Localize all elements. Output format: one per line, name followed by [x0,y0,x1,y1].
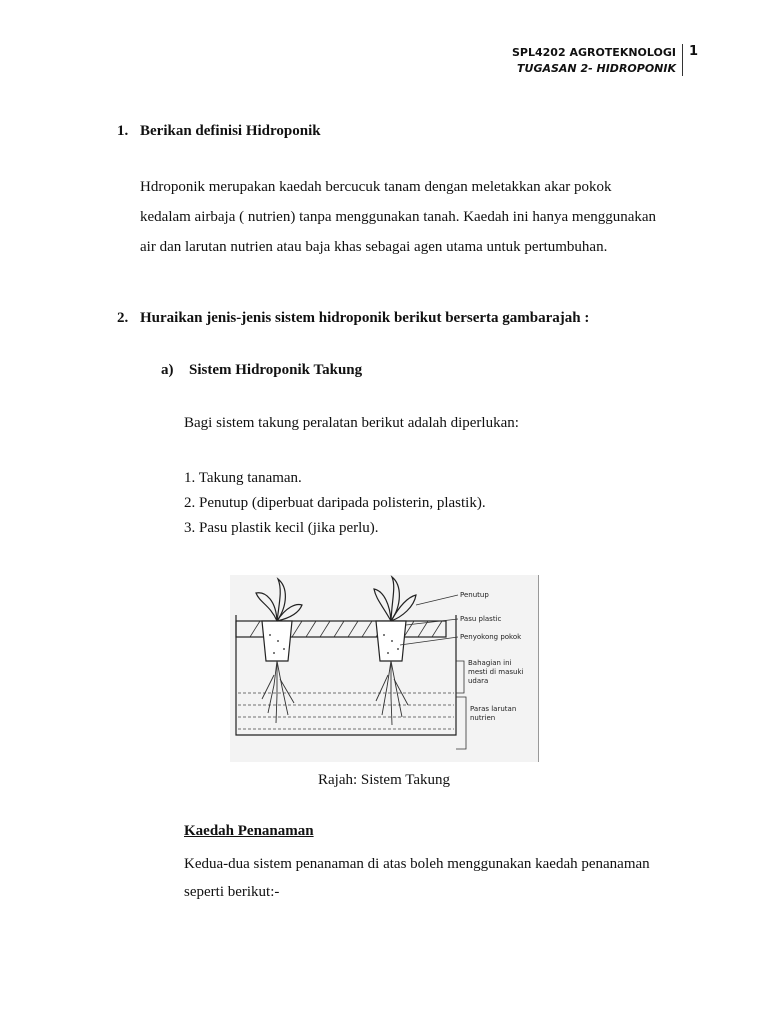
label-udara: udara [468,677,489,685]
list-item: 3. Pasu plastik kecil (jika perlu). [184,520,379,536]
list-item: 1. Takung tanaman. [184,470,302,486]
diagram-svg [230,575,538,762]
label-bahagian: Bahagian ini [468,659,512,667]
q2a-intro: Bagi sistem takung peralatan berikut adalah diperlukan: [184,415,519,431]
q2a-label: a) [161,362,174,378]
q2a-title: Sistem Hidroponik Takung [189,362,363,378]
section-heading: Kaedah Penanaman [184,823,314,839]
q1-answer-line: kedalam airbaja ( nutrien) tanpa menggunakan tanah. Kaedah ini hanya menggunakan [140,209,657,225]
page-number: 1 [682,44,698,76]
equipment-list [184,466,486,541]
takung-diagram [230,575,539,762]
body-line: Kedua-dua sistem penanaman di atas boleh menggunakan kaedah penanaman [184,856,650,872]
list-item: 2. Penutup (diperbuat daripada polisterin, plastik). [184,495,486,511]
course-code: SPL4202 AGROTEKNOLOGI [512,46,676,59]
q1-title: Berikan definisi Hidroponik [140,123,321,139]
label-nutrien: nutrien [470,714,496,722]
label-paras: Paras larutan [470,705,517,713]
body-line: seperti berikut:- [184,884,280,900]
label-mesti: mesti di masuki [468,668,524,676]
q1-answer-line: air dan larutan nutrien atau baja khas sebagai agen utama untuk pertumbuhan. [140,239,608,255]
page-header [512,45,676,77]
label-penyokong: Penyokong pokok [460,633,522,641]
assignment-title: TUGASAN 2- HIDROPONIK [517,62,676,75]
q2-number: 2. [117,310,129,326]
q1-answer [140,172,680,262]
q1-answer-line: Hdroponik merupakan kaedah bercucuk tanam dengan meletakkan akar pokok [140,179,612,195]
figure-caption: Rajah: Sistem Takung [318,772,450,788]
section-body [184,850,650,906]
q2-title: Huraikan jenis-jenis sistem hidroponik berikut berserta gambarajah : [140,310,590,326]
q1-number: 1. [117,123,129,139]
label-pasu-plastic: Pasu plastic [460,615,502,623]
label-penutup: Penutup [460,591,489,599]
